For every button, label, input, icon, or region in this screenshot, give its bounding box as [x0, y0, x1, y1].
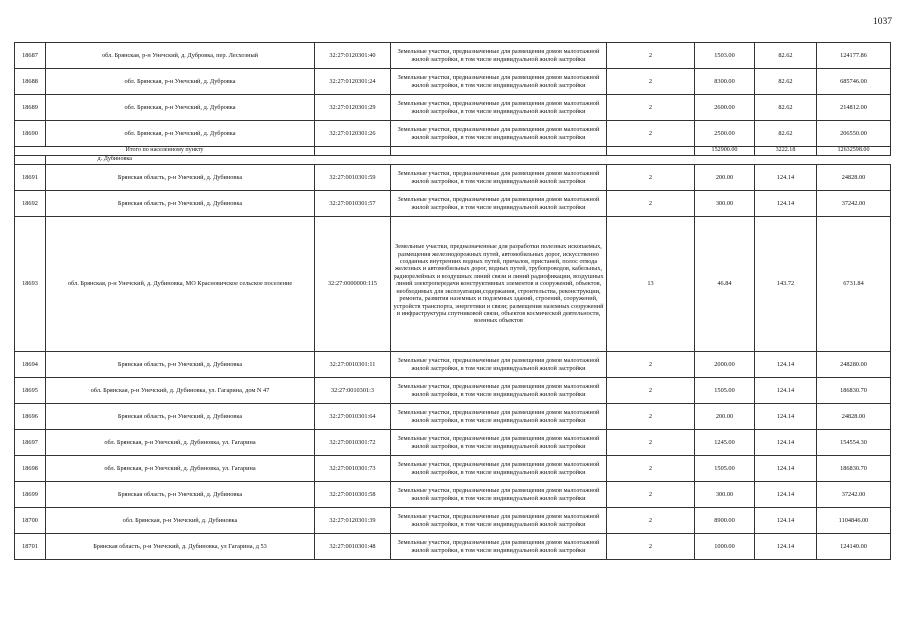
row-address: обл. Брянская, р-н Унечский, д. Дубиновка, ул. Гагарина, дом N 47 — [46, 378, 315, 404]
row-address: Брянская область, р-н Унечский, д. Дубиновка — [46, 165, 315, 191]
row-specific-value: 124.14 — [755, 430, 817, 456]
row-cadastral-value: 24828.00 — [817, 404, 891, 430]
table-row — [15, 352, 891, 378]
row-area: 300.00 — [695, 482, 755, 508]
table-row — [15, 430, 891, 456]
row-cadastral-value: 124140.00 — [817, 534, 891, 560]
row-cadastral-value: 206550.00 — [817, 121, 891, 147]
row-use-code: 2 — [607, 456, 695, 482]
row-specific-value: 82.62 — [755, 43, 817, 69]
row-use-code: 2 — [607, 121, 695, 147]
row-use-code: 2 — [607, 430, 695, 456]
row-cadastral-value: 37242.00 — [817, 482, 891, 508]
row-specific-value: 124.14 — [755, 482, 817, 508]
row-cadastral-number: 32:27:0010301:11 — [315, 352, 391, 378]
rows-group-b — [15, 165, 891, 217]
row-use-code: 2 — [607, 352, 695, 378]
row-number: 18690 — [15, 121, 46, 147]
row-number: 18695 — [15, 378, 46, 404]
row-land-use: Земельные участки, предназначенные для размещения домов малоэтажной жилой застройки, в том числе индивидуальной жилой застройки — [391, 378, 607, 404]
row-use-code: 2 — [607, 534, 695, 560]
row-cadastral-value: 24828.00 — [817, 165, 891, 191]
row-number: 18701 — [15, 534, 46, 560]
row-specific-value: 124.14 — [755, 508, 817, 534]
settlement-spacer — [158, 156, 891, 165]
total-empty-cad — [315, 147, 391, 156]
row-area: 300.00 — [695, 191, 755, 217]
row-land-use: Земельные участки, предназначенные для размещения домов малоэтажной жилой застройки, в том числе индивидуальной жилой застройки — [391, 534, 607, 560]
row-specific-value: 124.14 — [755, 534, 817, 560]
cadastral-value-table — [14, 42, 891, 560]
settlement-row — [15, 156, 891, 165]
row-cadastral-number: 32:27:0010301:57 — [315, 191, 391, 217]
row-address: Брянская область, р-н Унечский, д. Дубиновка — [46, 482, 315, 508]
row-specific-value: 124.14 — [755, 165, 817, 191]
row-cadastral-number: 32:27:0120301:29 — [315, 95, 391, 121]
row-address: обл. Брянская, р-н Унечский, д. Дубиновка, ул. Гагарина — [46, 456, 315, 482]
table-row — [15, 121, 891, 147]
row-land-use: Земельные участки, предназначенные для размещения домов малоэтажной жилой застройки, в том числе индивидуальной жилой застройки — [391, 456, 607, 482]
row-number: 18687 — [15, 43, 46, 69]
row-land-use: Земельные участки, предназначенные для размещения домов малоэтажной жилой застройки, в том числе индивидуальной жилой застройки — [391, 430, 607, 456]
row-number: 18689 — [15, 95, 46, 121]
row-address: обл. Брянская, р-н Унечский, д. Дубиновка, ул. Гагарина — [46, 430, 315, 456]
row-cadastral-number: 32:27:0010301:64 — [315, 404, 391, 430]
total-value: 12632598.00 — [817, 147, 891, 156]
row-use-code: 2 — [607, 43, 695, 69]
row-land-use: Земельные участки, предназначенные для размещения домов малоэтажной жилой застройки, в том числе индивидуальной жилой застройки — [391, 352, 607, 378]
row-address: обл. Брянская, р-н Унечский, д. Дубровка — [46, 95, 315, 121]
row-specific-value: 82.62 — [755, 121, 817, 147]
table-row — [15, 482, 891, 508]
row-address: обл. Брянская, р-н Унечский, д. Дубиновка, МО Красновичское сельское поселение — [46, 217, 315, 352]
row-specific-value: 124.14 — [755, 404, 817, 430]
row-area: 2500.00 — [695, 121, 755, 147]
row-area: 1505.00 — [695, 378, 755, 404]
row-address: Брянская область, р-н Унечский, д. Дубиновка — [46, 404, 315, 430]
row-land-use: Земельные участки, предназначенные для размещения домов малоэтажной жилой застройки, в том числе индивидуальной жилой застройки — [391, 508, 607, 534]
row-area: 1245.00 — [695, 430, 755, 456]
row-number: 18688 — [15, 69, 46, 95]
row-cadastral-number: 32:27:0010301:72 — [315, 430, 391, 456]
table-row — [15, 191, 891, 217]
row-use-code: 2 — [607, 378, 695, 404]
total-area: 152900.00 — [695, 147, 755, 156]
row-land-use: Земельные участки, предназначенные для разработки полезных ископаемых, размещения железнодорожных путей, автомобильных дорог, искусственно созданных внутренних водных путей, причалов, пристаней, полос отвода железных и автомобильных дорог, водных путей, трубопроводов, кабельных, радиорелейных и воздушных линий связи и линий радиофикации, воздушных линий электропередачи конструктивных элементов и сооружений, объектов, необходимых для эксплуатации,содержания, строительства, реконструкции, ремонта, развития наземных и подземных зданий, строений, сооружений, устройств транспорта, энергетики и связи; размещения наземных сооружений и инфраструктуры спутниковой связи, объектов космической деятельности, военных объектов — [391, 217, 607, 352]
table-row — [15, 508, 891, 534]
row-address: обл. Брянская, р-н Унечский, д. Дубровка — [46, 69, 315, 95]
row-cadastral-number: 32:27:0120301:24 — [315, 69, 391, 95]
big-row-group — [15, 217, 891, 352]
total-group — [15, 147, 891, 165]
row-cadastral-number: 32:27:0000000:115 — [315, 217, 391, 352]
total-empty-code — [607, 147, 695, 156]
table-row — [15, 95, 891, 121]
row-address: обл. Брянская, р-н Унечский, д. Дубровка, пер. Лесхозный — [46, 43, 315, 69]
row-cadastral-value: 248280.00 — [817, 352, 891, 378]
row-cadastral-value: 186830.70 — [817, 378, 891, 404]
row-address: обл. Брянская, р-н Унечский, д. Дубиновка — [46, 508, 315, 534]
row-address: Брянская область, р-н Унечский, д. Дубиновка, ул Гагарина, д 53 — [46, 534, 315, 560]
row-area: 200.00 — [695, 404, 755, 430]
row-address: Брянская область, р-н Унечский, д. Дубиновка — [46, 352, 315, 378]
row-cadastral-value: 124177.86 — [817, 43, 891, 69]
row-cadastral-value: 214812.00 — [817, 95, 891, 121]
table-row — [15, 217, 891, 352]
row-cadastral-number: 32:27:0120301:40 — [315, 43, 391, 69]
row-area: 46.84 — [695, 217, 755, 352]
row-area: 1000.00 — [695, 534, 755, 560]
row-cadastral-number: 32:27:0010301:59 — [315, 165, 391, 191]
row-area: 8300.00 — [695, 69, 755, 95]
row-specific-value: 82.62 — [755, 95, 817, 121]
row-cadastral-number: 32:27:0010301:48 — [315, 534, 391, 560]
row-land-use: Земельные участки, предназначенные для размещения домов малоэтажной жилой застройки, в том числе индивидуальной жилой застройки — [391, 95, 607, 121]
row-cadastral-value: 37242.00 — [817, 191, 891, 217]
rows-group-a — [15, 43, 891, 147]
row-use-code: 2 — [607, 482, 695, 508]
row-area: 8900.00 — [695, 508, 755, 534]
settlement-name: д. Дубиновка — [46, 156, 158, 165]
row-cadastral-value: 154554.30 — [817, 430, 891, 456]
row-number: 18699 — [15, 482, 46, 508]
row-cadastral-value: 186830.70 — [817, 456, 891, 482]
total-label: Итого по населенному пункту — [15, 147, 315, 156]
table-row — [15, 43, 891, 69]
row-cadastral-value: 1104846.00 — [817, 508, 891, 534]
row-area: 1503.00 — [695, 43, 755, 69]
total-row — [15, 147, 891, 156]
total-upks: 3222.18 — [755, 147, 817, 156]
total-empty-desc — [391, 147, 607, 156]
table-row — [15, 534, 891, 560]
row-address: Брянская область, р-н Унечский, д. Дубиновка — [46, 191, 315, 217]
row-use-code: 13 — [607, 217, 695, 352]
table-row — [15, 165, 891, 191]
row-cadastral-value: 6731.84 — [817, 217, 891, 352]
row-number: 18696 — [15, 404, 46, 430]
row-area: 1505.00 — [695, 456, 755, 482]
row-cadastral-number: 32:27:0010301:3 — [315, 378, 391, 404]
row-land-use: Земельные участки, предназначенные для размещения домов малоэтажной жилой застройки, в том числе индивидуальной жилой застройки — [391, 482, 607, 508]
row-use-code: 2 — [607, 69, 695, 95]
row-use-code: 2 — [607, 508, 695, 534]
row-cadastral-number: 32:27:0120301:39 — [315, 508, 391, 534]
table-row — [15, 404, 891, 430]
row-number: 18692 — [15, 191, 46, 217]
row-cadastral-number: 32:27:0120301:26 — [315, 121, 391, 147]
row-specific-value: 124.14 — [755, 191, 817, 217]
row-use-code: 2 — [607, 165, 695, 191]
row-land-use: Земельные участки, предназначенные для размещения домов малоэтажной жилой застройки, в том числе индивидуальной жилой застройки — [391, 165, 607, 191]
settlement-empty — [15, 156, 46, 165]
rows-group-c — [15, 352, 891, 560]
row-use-code: 2 — [607, 191, 695, 217]
row-cadastral-number: 32:27:0010301:73 — [315, 456, 391, 482]
row-land-use: Земельные участки, предназначенные для размещения домов малоэтажной жилой застройки, в том числе индивидуальной жилой застройки — [391, 69, 607, 95]
table-row — [15, 69, 891, 95]
row-area: 200.00 — [695, 165, 755, 191]
row-cadastral-value: 685746.00 — [817, 69, 891, 95]
row-number: 18691 — [15, 165, 46, 191]
row-specific-value: 82.62 — [755, 69, 817, 95]
row-land-use: Земельные участки, предназначенные для размещения домов малоэтажной жилой застройки, в том числе индивидуальной жилой застройки — [391, 404, 607, 430]
row-cadastral-number: 32:27:0010301:58 — [315, 482, 391, 508]
row-address: обл. Брянская, р-н Унечский, д. Дубровка — [46, 121, 315, 147]
row-land-use: Земельные участки, предназначенные для размещения домов малоэтажной жилой застройки, в том числе индивидуальной жилой застройки — [391, 43, 607, 69]
row-number: 18693 — [15, 217, 46, 352]
row-number: 18697 — [15, 430, 46, 456]
row-number: 18698 — [15, 456, 46, 482]
page-number: 1037 — [873, 17, 892, 27]
table-row — [15, 378, 891, 404]
row-specific-value: 124.14 — [755, 456, 817, 482]
row-number: 18700 — [15, 508, 46, 534]
row-land-use: Земельные участки, предназначенные для размещения домов малоэтажной жилой застройки, в том числе индивидуальной жилой застройки — [391, 121, 607, 147]
row-number: 18694 — [15, 352, 46, 378]
row-land-use: Земельные участки, предназначенные для размещения домов малоэтажной жилой застройки, в том числе индивидуальной жилой застройки — [391, 191, 607, 217]
row-area: 2000.00 — [695, 352, 755, 378]
table-row — [15, 456, 891, 482]
row-specific-value: 124.14 — [755, 378, 817, 404]
row-use-code: 2 — [607, 404, 695, 430]
row-use-code: 2 — [607, 95, 695, 121]
row-area: 2600.00 — [695, 95, 755, 121]
row-specific-value: 143.72 — [755, 217, 817, 352]
row-specific-value: 124.14 — [755, 352, 817, 378]
